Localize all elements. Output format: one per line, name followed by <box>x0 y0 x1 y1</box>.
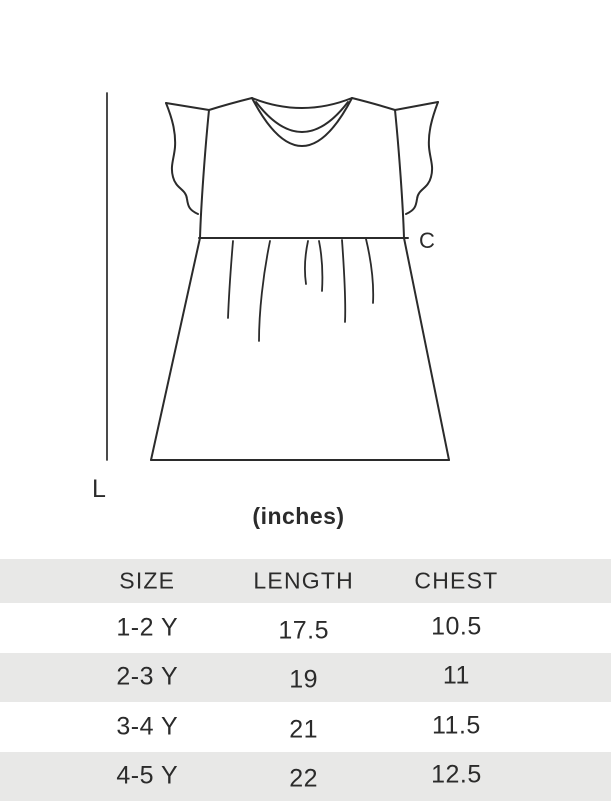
chest-label: C <box>419 228 436 253</box>
shoulder-right <box>352 98 438 110</box>
size-cell: 3-4 Y <box>116 712 179 741</box>
chest-cell: 10.5 <box>431 612 482 641</box>
neckline-back <box>252 98 352 108</box>
gather-line <box>319 241 322 291</box>
column-header-chest: CHEST <box>414 567 499 594</box>
gather-line <box>366 239 373 303</box>
size-cell: 2-3 Y <box>116 662 179 691</box>
gather-line <box>342 240 345 322</box>
length-cell: 17.5 <box>278 616 329 645</box>
size-cell: 4-5 Y <box>116 761 179 790</box>
chest-cell: 11 <box>442 661 470 690</box>
gather-line <box>259 241 270 341</box>
skirt-right-edge <box>404 238 449 460</box>
side-seam-left <box>200 110 209 238</box>
chest-cell: 11.5 <box>432 711 481 740</box>
size-table <box>0 559 611 801</box>
length-cell: 19 <box>289 665 319 694</box>
gather-lines <box>228 239 373 341</box>
gather-line <box>305 241 308 284</box>
table-row <box>0 653 611 703</box>
table-header-row <box>0 559 611 603</box>
table-row <box>0 752 611 801</box>
units-caption: (inches) <box>252 503 345 529</box>
length-label: L <box>92 475 107 502</box>
length-cell: 21 <box>289 715 319 744</box>
side-seam-right <box>395 110 404 238</box>
table-row <box>0 603 611 653</box>
length-cell: 22 <box>289 764 319 793</box>
sleeve-right <box>406 102 438 214</box>
chest-cell: 12.5 <box>431 760 482 789</box>
column-header-size: SIZE <box>119 567 176 594</box>
neckline-outer <box>252 98 352 146</box>
skirt-left-edge <box>151 238 200 460</box>
sleeve-left <box>166 103 198 214</box>
table-row <box>0 702 611 752</box>
column-header-length: LENGTH <box>253 567 354 594</box>
dress-outline <box>151 98 449 460</box>
size-cell: 1-2 Y <box>116 613 179 642</box>
shoulder-left <box>166 98 252 110</box>
gather-line <box>228 241 233 318</box>
